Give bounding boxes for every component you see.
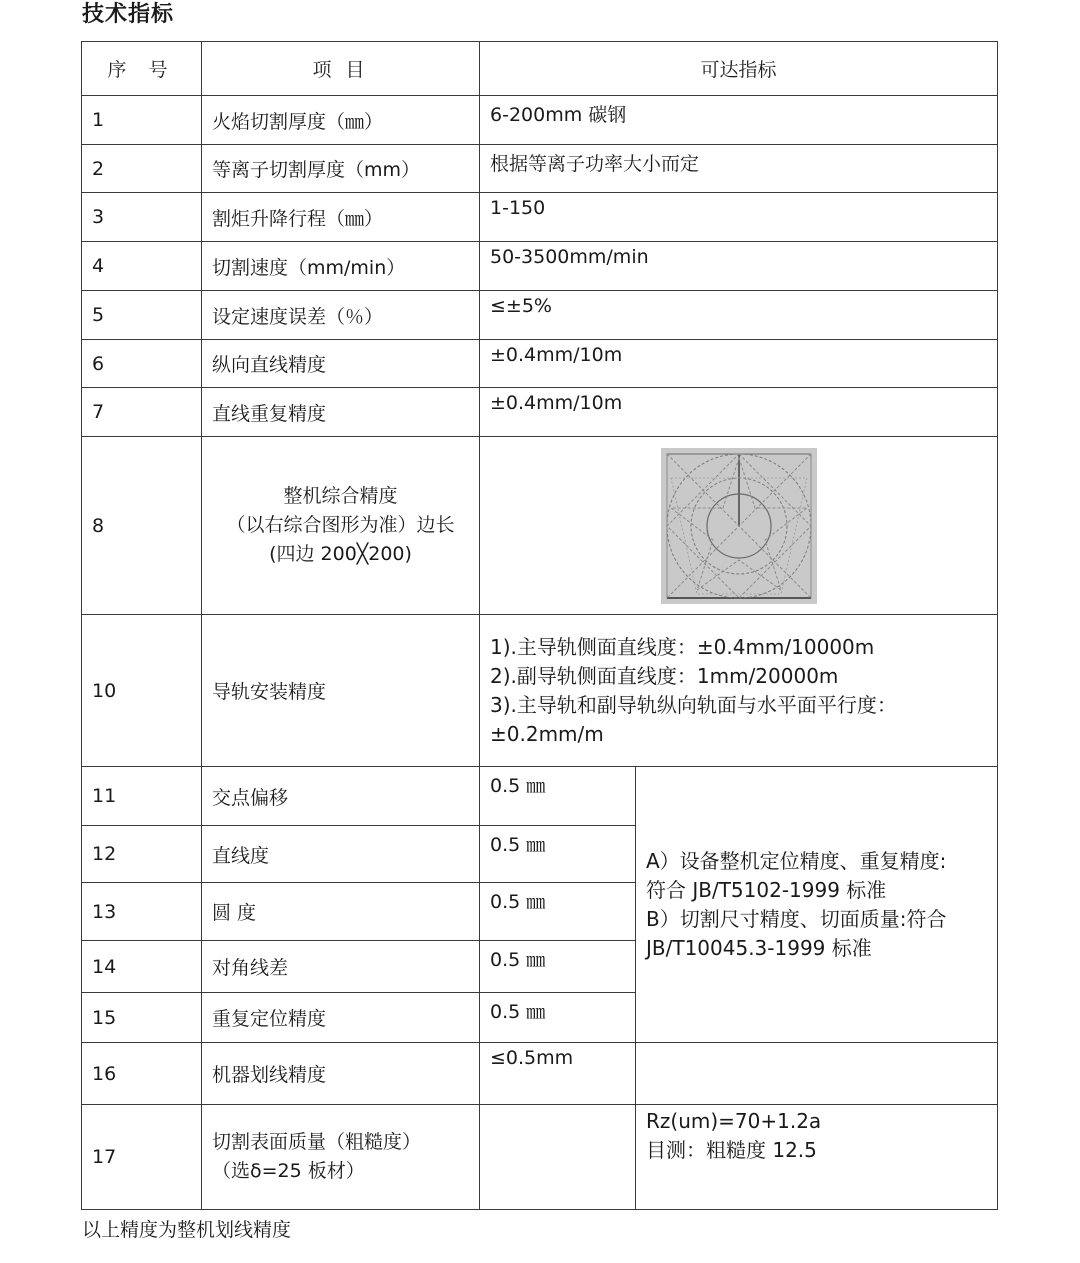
item-line: （以右综合图形为准）边长 (226, 514, 455, 536)
header-row (82, 42, 998, 96)
header-item: 项 目 (202, 42, 480, 96)
row-item: 设定速度误差（％） (202, 291, 480, 340)
table-row (82, 1043, 998, 1105)
row-item: 直线重复精度 (202, 388, 480, 437)
row-value: 0.5 ㎜ (480, 941, 636, 993)
row-item: 割炬升降行程（㎜） (202, 193, 480, 242)
row-item (202, 437, 480, 615)
row-no: 10 (82, 615, 202, 767)
value-line: 3).主导轨和副导轨纵向轨面与水平面平行度：±0.2mm/m (490, 692, 897, 746)
standards-note (636, 767, 998, 1043)
value-line: 1).主导轨侧面直线度：±0.4mm/10000m (490, 634, 875, 659)
precision-figure (480, 448, 997, 604)
table-row (82, 388, 998, 437)
row-item (202, 1105, 480, 1210)
note-line: 目测：粗糙度 12.5 (646, 1138, 817, 1162)
note-line: A）设备整机定位精度、重复精度: (646, 848, 947, 873)
value-line: 2).副导轨侧面直线度：1mm/20000m (490, 663, 839, 688)
row-no: 1 (82, 96, 202, 145)
row-value: 1-150 (480, 193, 998, 242)
row-no: 5 (82, 291, 202, 340)
row-item: 对角线差 (202, 941, 480, 993)
row-value: 50-3500mm/min (480, 242, 998, 291)
note-line: JB/T10045.3-1999 标准 (646, 935, 872, 960)
item-line: 切割表面质量（粗糙度） (212, 1131, 422, 1153)
item-line: （选δ=25 板材） (212, 1160, 365, 1182)
row-no: 12 (82, 826, 202, 883)
empty-cell (636, 1043, 998, 1105)
row-item: 交点偏移 (202, 767, 480, 826)
row-item: 切割速度（mm/min） (202, 242, 480, 291)
note-line: B）切割尺寸精度、切面质量:符合 (646, 906, 947, 931)
item-line: (四边 200╳200) (269, 543, 412, 565)
row-item: 重复定位精度 (202, 993, 480, 1043)
row-value: 0.5 ㎜ (480, 993, 636, 1043)
row-no: 4 (82, 242, 202, 291)
table-row (82, 145, 998, 193)
row-value: 0.5 ㎜ (480, 883, 636, 941)
page-title: 技术指标 (82, 2, 175, 27)
table-row (82, 437, 998, 615)
row-item: 直线度 (202, 826, 480, 883)
table-row (82, 767, 998, 826)
row-item: 圆 度 (202, 883, 480, 941)
row-item: 导轨安装精度 (202, 615, 480, 767)
row-value (480, 615, 998, 767)
row-no: 11 (82, 767, 202, 826)
composite-test-figure (661, 448, 817, 604)
table-row (82, 242, 998, 291)
header-no: 序 号 (82, 42, 202, 96)
row-no: 7 (82, 388, 202, 437)
item-line: 整机综合精度 (283, 485, 398, 507)
row-no: 16 (82, 1043, 202, 1105)
row-value: ±0.4mm/10m (480, 340, 998, 388)
table-row (82, 1105, 998, 1210)
row-no: 3 (82, 193, 202, 242)
row-item: 纵向直线精度 (202, 340, 480, 388)
table-row (82, 291, 998, 340)
row-item: 机器划线精度 (202, 1043, 480, 1105)
row-value: 0.5 ㎜ (480, 767, 636, 826)
row-value: 6-200mm 碳钢 (480, 96, 998, 145)
table-row (82, 193, 998, 242)
row-no: 2 (82, 145, 202, 193)
row-value: ±0.4mm/10m (480, 388, 998, 437)
row-no: 8 (82, 437, 202, 615)
roughness-note (636, 1105, 998, 1210)
row-no: 17 (82, 1105, 202, 1210)
empty-cell (480, 1105, 636, 1210)
row-item: 等离子切割厚度（mm） (202, 145, 480, 193)
footer-note: 以上精度为整机划线精度 (82, 1219, 292, 1241)
row-no: 6 (82, 340, 202, 388)
table-row (82, 615, 998, 767)
row-item: 火焰切割厚度（㎜） (202, 96, 480, 145)
row-no: 15 (82, 993, 202, 1043)
row-value: ≤0.5mm (480, 1043, 636, 1105)
spec-table (81, 41, 998, 1210)
note-line: 符合 JB/T5102-1999 标准 (646, 877, 887, 902)
row-value: 0.5 ㎜ (480, 826, 636, 883)
row-value (480, 437, 998, 615)
row-no: 13 (82, 883, 202, 941)
table-row (82, 96, 998, 145)
note-line: Rz(um)=70+1.2a (646, 1109, 822, 1133)
row-value: ≤±5% (480, 291, 998, 340)
table-row (82, 340, 998, 388)
row-no: 14 (82, 941, 202, 993)
header-value: 可达指标 (480, 42, 998, 96)
row-value: 根据等离子功率大小而定 (480, 145, 998, 193)
